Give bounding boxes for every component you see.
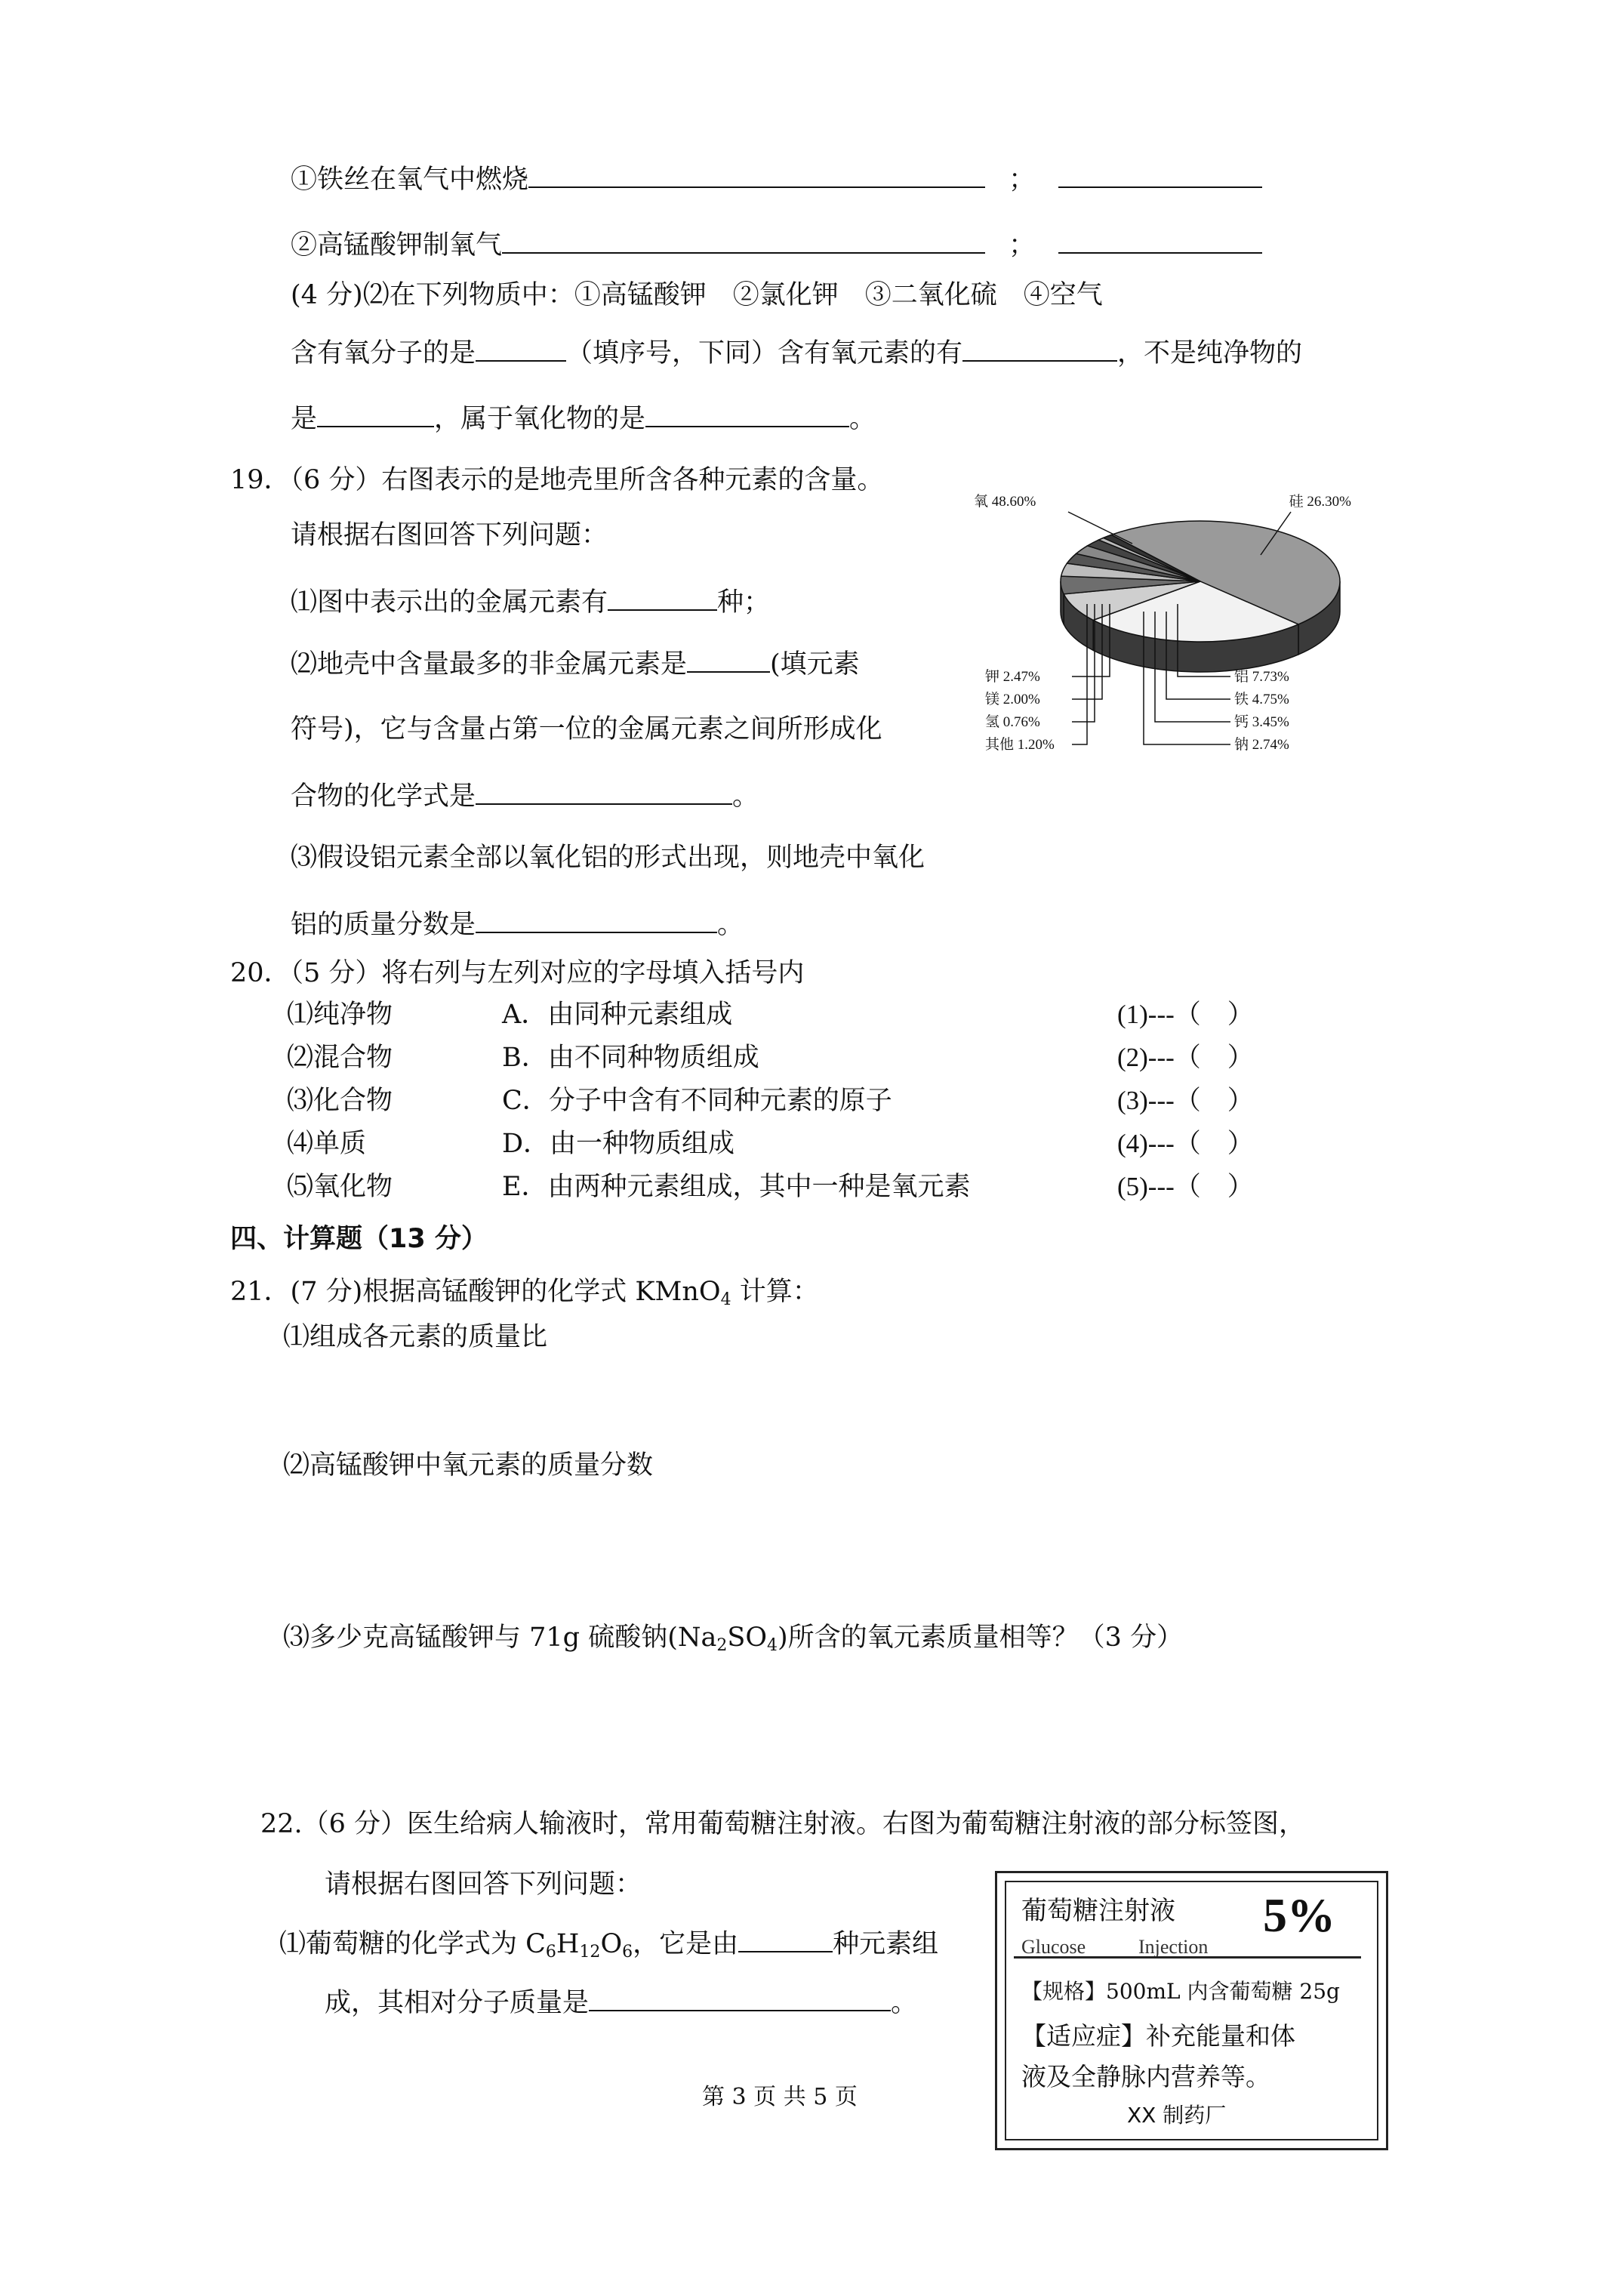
- pie-label: 其他 1.20%: [985, 737, 1055, 753]
- q19-s2: [291, 646, 860, 680]
- period: 。: [717, 910, 744, 940]
- q18-line5-text-c: 。: [849, 404, 876, 434]
- q21-p3-text-b: SO: [727, 1623, 768, 1653]
- subscript: 6: [622, 1943, 633, 1962]
- answer-blank[interactable]: [476, 906, 717, 933]
- q22-s1-h: H: [556, 1929, 580, 1959]
- pie-label: 镁 2.00%: [985, 692, 1040, 707]
- label-indication-1: 【适应症】补充能量和体: [1021, 2021, 1295, 2051]
- q18-line4-text-a: 含有氧分子的是: [291, 338, 476, 368]
- pie-label: 钾 2.47%: [985, 669, 1040, 685]
- q18-line1: [291, 161, 1262, 196]
- q22-title: 22.（6 分）医生给病人输液时，常用葡萄糖注射液。右图为葡萄糖注射液的部分标签图，: [260, 1809, 1306, 1839]
- q21-p3: [283, 1622, 1183, 1656]
- q20-answer-bracket[interactable]: (3)---（ ）: [1117, 1086, 1254, 1115]
- q20-item-term: ⑷单质: [287, 1129, 367, 1159]
- q19-s1-suffix: 种；: [717, 587, 771, 618]
- q20-item-term: ⑴纯净物: [287, 1000, 393, 1030]
- answer-blank[interactable]: [317, 400, 434, 427]
- answer-blank[interactable]: [738, 1925, 833, 1952]
- q18-line5: [291, 400, 876, 435]
- answer-blank[interactable]: [589, 1984, 891, 2011]
- pie-label: 氧 48.60%: [974, 494, 1036, 510]
- q20-item-definition: E．由两种元素组成，其中一种是氧元素: [502, 1172, 971, 1202]
- label-manufacturer: XX 制药厂: [1127, 2103, 1227, 2128]
- answer-blank[interactable]: [528, 161, 985, 188]
- pie-label: 铁 4.75%: [1234, 692, 1289, 707]
- pie-label: 硅 26.30%: [1289, 494, 1351, 510]
- q20-item-definition: B．由不同种物质组成: [502, 1043, 759, 1073]
- period: 。: [732, 781, 759, 812]
- q22-s1: [279, 1925, 938, 1962]
- pie-label: 钠 2.74%: [1234, 737, 1289, 753]
- q20-item-definition: C．分子中含有不同种元素的原子: [502, 1086, 892, 1116]
- q22-s1-text-d: ，它是由: [633, 1929, 739, 1959]
- q21-title-text: 21．(7 分)根据高锰酸钾的化学式 KMnO: [230, 1277, 721, 1307]
- q20-answer-bracket[interactable]: (1)---（ ）: [1117, 1000, 1254, 1029]
- semicolon: ；: [1009, 230, 1036, 260]
- q21-title-tail: 计算：: [731, 1277, 819, 1307]
- q18-line2: [291, 227, 1262, 261]
- section-heading: 四、计算题（13 分）: [230, 1224, 488, 1254]
- q18-line4-text-c: ，不是纯净物的: [1117, 338, 1303, 368]
- q19-s3-cont: [291, 906, 744, 941]
- q20-item-term: ⑵混合物: [287, 1043, 393, 1073]
- answer-blank[interactable]: [476, 334, 566, 362]
- q20-item-term: ⑸氧化物: [287, 1172, 393, 1202]
- q19-s2-formula: [291, 778, 759, 812]
- q20-title: 20．（5 分）将右列与左列对应的字母填入括号内: [230, 958, 805, 988]
- q18-line2-text: ②高锰酸钾制氧气: [291, 230, 503, 260]
- q21-title: [230, 1276, 819, 1310]
- answer-blank[interactable]: [1058, 161, 1262, 188]
- q21-p2: ⑵高锰酸钾中氧元素的质量分数: [283, 1450, 654, 1481]
- page-number: 第 3 页 共 5 页: [702, 2084, 858, 2110]
- label-product-name: 葡萄糖注射液: [1021, 1896, 1175, 1926]
- answer-blank[interactable]: [1058, 227, 1262, 254]
- q18-line5-text-a: 是: [291, 404, 318, 434]
- q18-line4-text-b: （填序号，下同）含有氧元素的有: [566, 338, 963, 368]
- q18-line1-text: ①铁丝在氧气中燃烧: [291, 165, 529, 195]
- label-divider: [1014, 1956, 1361, 1959]
- subscript: 4: [767, 1636, 778, 1655]
- q20-answer-bracket[interactable]: (5)---（ ）: [1117, 1172, 1254, 1201]
- label-spec: 【规格】500mL 内含葡萄糖 25g: [1021, 1979, 1340, 2004]
- q22-s1-text: ⑴葡萄糖的化学式为 C: [279, 1929, 546, 1959]
- q19-s2-cont: 符号)，它与含量占第一位的金属元素之间所形成化: [291, 714, 882, 744]
- q22-s2: [325, 1984, 917, 2019]
- q20-item-definition: D．由一种物质组成: [502, 1129, 735, 1159]
- q21-p1: ⑴组成各元素的质量比: [283, 1322, 548, 1352]
- q19-prompt: 请根据右图回答下列问题：: [291, 520, 608, 550]
- label-concentration: 5%: [1263, 1888, 1335, 1942]
- q22-s1-o: O: [600, 1929, 623, 1959]
- q22-s1-text-e: 种元素组: [833, 1929, 939, 1959]
- glucose-label-box: [995, 1871, 1388, 2150]
- q18-line4: [291, 334, 1302, 369]
- subscript: 12: [579, 1943, 601, 1962]
- q18-line5-text-b: ，属于氧化物的是: [434, 404, 646, 434]
- answer-blank[interactable]: [476, 778, 732, 805]
- crust-element-pie-chart: [959, 491, 1366, 778]
- q19-s3-text: 铝的质量分数是: [291, 910, 476, 940]
- answer-blank[interactable]: [608, 584, 717, 611]
- q21-p3-text-c: )所含的氧元素质量相等？（3 分）: [778, 1623, 1184, 1653]
- answer-blank[interactable]: [645, 400, 849, 427]
- answer-blank[interactable]: [962, 334, 1117, 362]
- pie-label: 铝 7.73%: [1234, 669, 1289, 685]
- label-english-name-2: Injection: [1138, 1936, 1209, 1958]
- label-indication-2: 液及全静脉内营养等。: [1021, 2062, 1270, 2091]
- subscript: 6: [545, 1943, 556, 1962]
- label-english-name-1: Glucose: [1021, 1936, 1086, 1958]
- q19-s2-text: ⑵地壳中含量最多的非金属元素是: [291, 649, 688, 680]
- q20-answer-bracket[interactable]: (2)---（ ）: [1117, 1043, 1254, 1072]
- q19-title: 19．（6 分）右图表示的是地壳里所含各种元素的含量。: [230, 465, 884, 495]
- q20-item-definition: A．由同种元素组成: [502, 1000, 733, 1030]
- q19-s2-suffix: (填元素: [770, 649, 860, 680]
- answer-blank[interactable]: [502, 227, 985, 254]
- q18-line3: (4 分)⑵在下列物质中：①高锰酸钾 ②氯化钾 ③二氧化硫 ④空气: [291, 280, 1103, 310]
- q20-answer-bracket[interactable]: (4)---（ ）: [1117, 1129, 1254, 1158]
- pie-label: 氢 0.76%: [985, 714, 1040, 730]
- q22-s2-text: 成，其相对分子质量是: [325, 1988, 590, 2018]
- answer-blank[interactable]: [687, 646, 770, 673]
- q21-p3-text: ⑶多少克高锰酸钾与 71g 硫酸钠(Na: [283, 1623, 717, 1653]
- q19-s2-formula-text: 合物的化学式是: [291, 781, 476, 812]
- q22-prompt: 请根据右图回答下列问题：: [325, 1869, 642, 1900]
- semicolon: ；: [1009, 165, 1036, 195]
- subscript: 4: [720, 1290, 731, 1309]
- period: 。: [891, 1988, 918, 2018]
- q19-s1: [291, 584, 770, 618]
- q19-s3: ⑶假设铝元素全部以氧化铝的形式出现，则地壳中氧化: [291, 843, 925, 873]
- glucose-label-inner-border: [1005, 1881, 1378, 2140]
- q20-item-term: ⑶化合物: [287, 1086, 393, 1116]
- pie-label: 钙 3.45%: [1234, 714, 1289, 730]
- subscript: 2: [716, 1636, 728, 1655]
- q19-s1-text: ⑴图中表示出的金属元素有: [291, 587, 608, 618]
